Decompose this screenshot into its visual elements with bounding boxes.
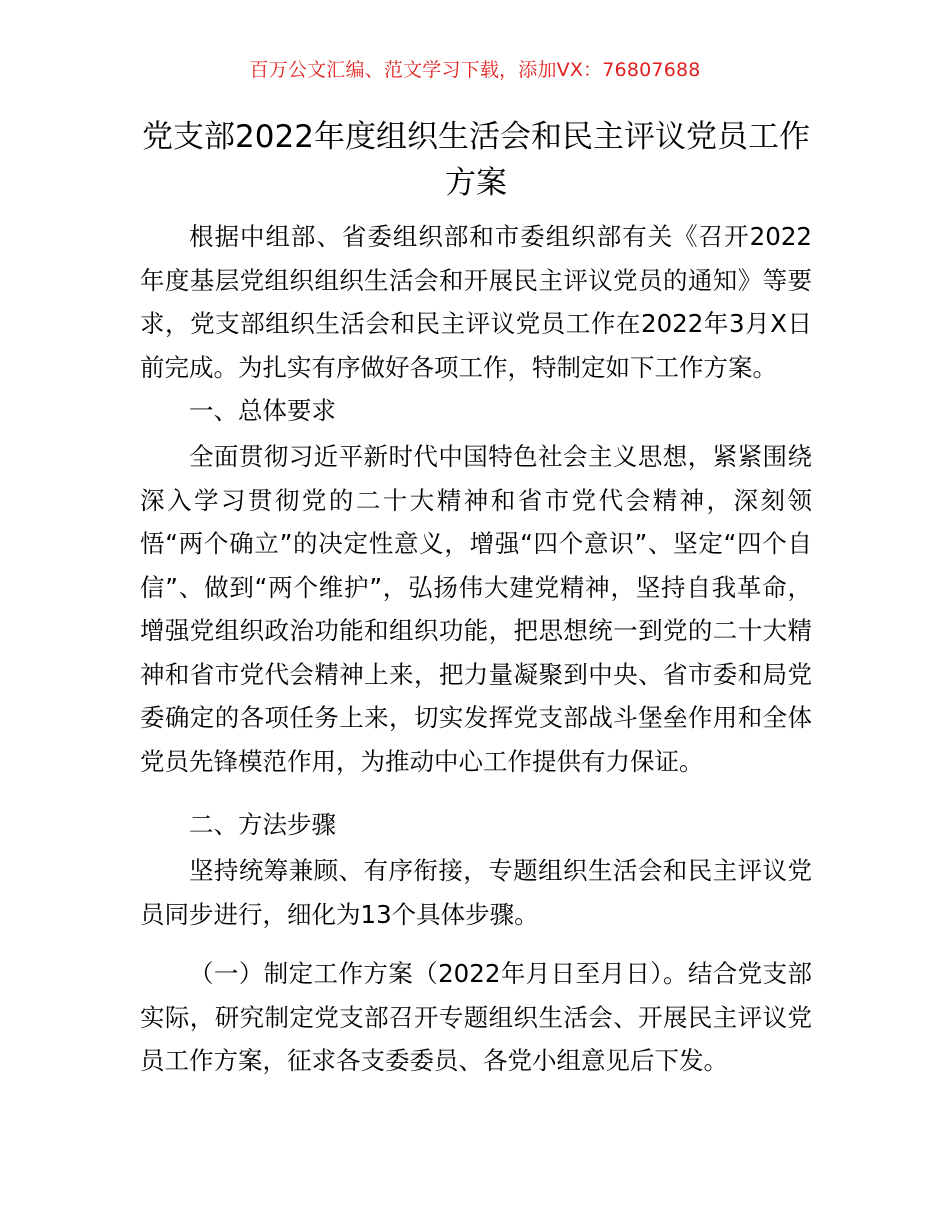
paragraph-text: （一）制定工作方案（2022年月日至月日）。结合党支部实际，研究制定党支部召开专题组织生活会、开展民主评议党员工作方案，征求各支委委员、各党小组意见后下发。 [140,959,812,1075]
paragraph-text: 坚持统筹兼顾、有序衔接，专题组织生活会和民主评议党员同步进行，细化为13个具体步骤。 [140,856,812,929]
heading-text: 二、方法步骤 [189,810,336,839]
paragraph-general-requirements [140,435,812,783]
paragraph-intro [140,215,812,389]
download-banner: 百万公文汇编、范文学习下载，添加VX：76807688 [249,59,701,81]
section-heading-method-steps [140,803,812,847]
paragraph-step-1 [140,952,812,1083]
heading-text: 一、总体要求 [189,396,336,425]
section-heading-general-requirements [140,389,812,433]
paragraph-text: 全面贯彻习近平新时代中国特色社会主义思想，紧紧围绕深入学习贯彻党的二十大精神和省市党代会精神，深刻领悟“两个确立”的决定性意义，增强“四个意识”、坚定“四个自信”、做到“两个维护”，弘扬伟大建党精神，坚持自我革命，增强党组织政治功能和组织功能，把思想统一到党的二十大精神和省市党代会精神上来，把力量凝聚到中央、省市委和局党委确定的各项任务上来，切实发挥党支部战斗堡垒作用和全体党员先锋模范作用，为推动中心工作提供有力保证。 [140,442,812,776]
paragraph-text: 根据中组部、省委组织部和市委组织部有关《召开2022年度基层党组织组织生活会和开展民主评议党员的通知》等要求，党支部组织生活会和民主评议党员工作在2022年3月X日前完成。为扎实有序做好各项工作，特制定如下工作方案。 [140,222,812,382]
document-title: 党支部2022年度组织生活会和民主评议党员工作方案 [142,119,810,201]
paragraph-method-overview [140,849,812,936]
